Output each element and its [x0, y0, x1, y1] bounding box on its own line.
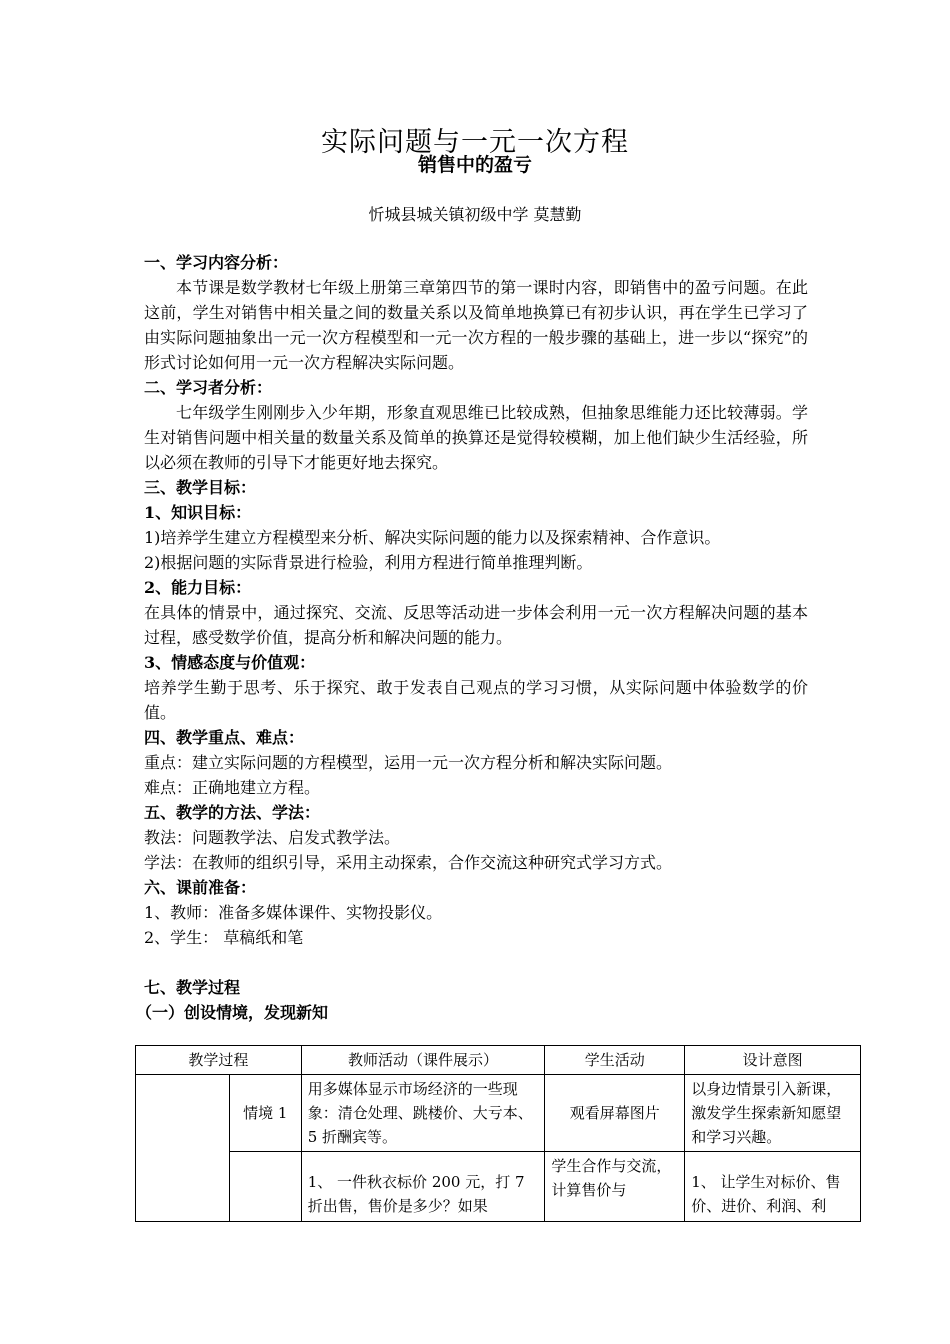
table-header-cell: 设计意图: [685, 1046, 861, 1075]
table-header-cell: 教学过程: [136, 1046, 302, 1075]
table-cell: 1、 让学生对标价、售价、进价、利润、利: [685, 1152, 861, 1222]
table-cell: 学生合作与交流，计算售价与: [545, 1152, 685, 1222]
paragraph: 本节课是数学教材七年级上册第三章第四节的第一课时内容，即销售中的盈亏问题。在此这前，学生对销售中相关量之间的数量关系以及简单地换算已有初步认识，再在学生已学习了由实际问题抽象出一元一次方程模型和一元一次方程的一般步骤的基础上，进一步以“探究”的形式讨论如何用一元一次方程解决实际问题。: [144, 278, 808, 372]
document-title: 实际问题与一元一次方程: [321, 127, 629, 158]
paragraph: 七年级学生刚刚步入少年期，形象直观思维已比较成熟，但抽象思维能力还比较薄弱。学生对销售问题中相关量的数量关系及简单的换算还是觉得较模糊，加上他们缺少生活经验，所以必须在教师的引导下才能更好地去探究。: [144, 403, 808, 472]
paragraph: 培养学生勤于思考、乐于探究、敢于发表自己观点的学习习惯，从实际问题中体验数学的价值。: [144, 678, 808, 722]
section-heading: 七、教学过程: [144, 978, 241, 997]
teaching-process-table: [135, 1045, 861, 1222]
table-header-cell: 教师活动（课件展示）: [301, 1046, 545, 1075]
paragraph: 2、学生： 草稿纸和笔: [144, 928, 304, 947]
paragraph: 学法：在教师的组织引导，采用主动探索，合作交流这种研究式学习方式。: [144, 853, 673, 872]
table-cell: [229, 1152, 301, 1222]
subsection-heading: 2、能力目标：: [144, 578, 252, 597]
table-cell: [136, 1075, 230, 1222]
paragraph: 难点：正确地建立方程。: [144, 778, 321, 797]
table-cell: 用多媒体显示市场经济的一些现象：清仓处理、跳楼价、大亏本、5 折酬宾等。: [301, 1075, 545, 1152]
section-heading: 一、学习内容分析：: [144, 253, 289, 272]
paragraph: 2)根据问题的实际背景进行检验，利用方程进行简单推理判断。: [144, 553, 593, 572]
section-heading: 四、教学重点、难点：: [144, 728, 305, 747]
table-header-cell: 学生活动: [545, 1046, 685, 1075]
section-heading: 五、教学的方法、学法：: [144, 803, 321, 822]
section-heading: 二、学习者分析：: [144, 378, 273, 397]
paragraph: 教法：问题教学法、启发式教学法。: [144, 828, 401, 847]
table-cell: 以身边情景引入新课，激发学生探索新知愿望和学习兴趣。: [685, 1075, 861, 1152]
table-row: [136, 1075, 861, 1152]
paragraph: 1、教师：准备多媒体课件、实物投影仪。: [144, 903, 443, 922]
subsection-heading: （一）创设情境，发现新知: [136, 1003, 329, 1022]
paragraph: 在具体的情景中，通过探究、交流、反思等活动进一步体会利用一元一次方程解决问题的基本过程，感受数学价值，提高分析和解决问题的能力。: [144, 603, 808, 647]
table-header-row: [136, 1046, 861, 1075]
document-subtitle: 销售中的盈亏: [417, 154, 532, 176]
subsection-heading: 3、情感态度与价值观：: [144, 653, 316, 672]
section-heading: 六、课前准备：: [144, 878, 257, 897]
spacer: [144, 950, 808, 975]
paragraph: 1)培养学生建立方程模型来分析、解决实际问题的能力以及探索精神、合作意识。: [144, 528, 721, 547]
table-cell: 1、 一件秋衣标价 200 元，打 7 折出售，售价是多少？如果: [301, 1152, 545, 1222]
table-row: [136, 1152, 861, 1222]
author-line: 忻城县城关镇初级中学 莫慧勤: [368, 205, 582, 224]
paragraph: 重点：建立实际问题的方程模型，运用一元一次方程分析和解决实际问题。: [144, 753, 673, 772]
document-body: [136, 250, 808, 1025]
table-cell: 情境 1: [229, 1075, 301, 1152]
table-cell: 观看屏幕图片: [545, 1075, 685, 1152]
section-heading: 三、教学目标：: [144, 478, 257, 497]
subsection-heading: 1、知识目标：: [144, 503, 252, 522]
